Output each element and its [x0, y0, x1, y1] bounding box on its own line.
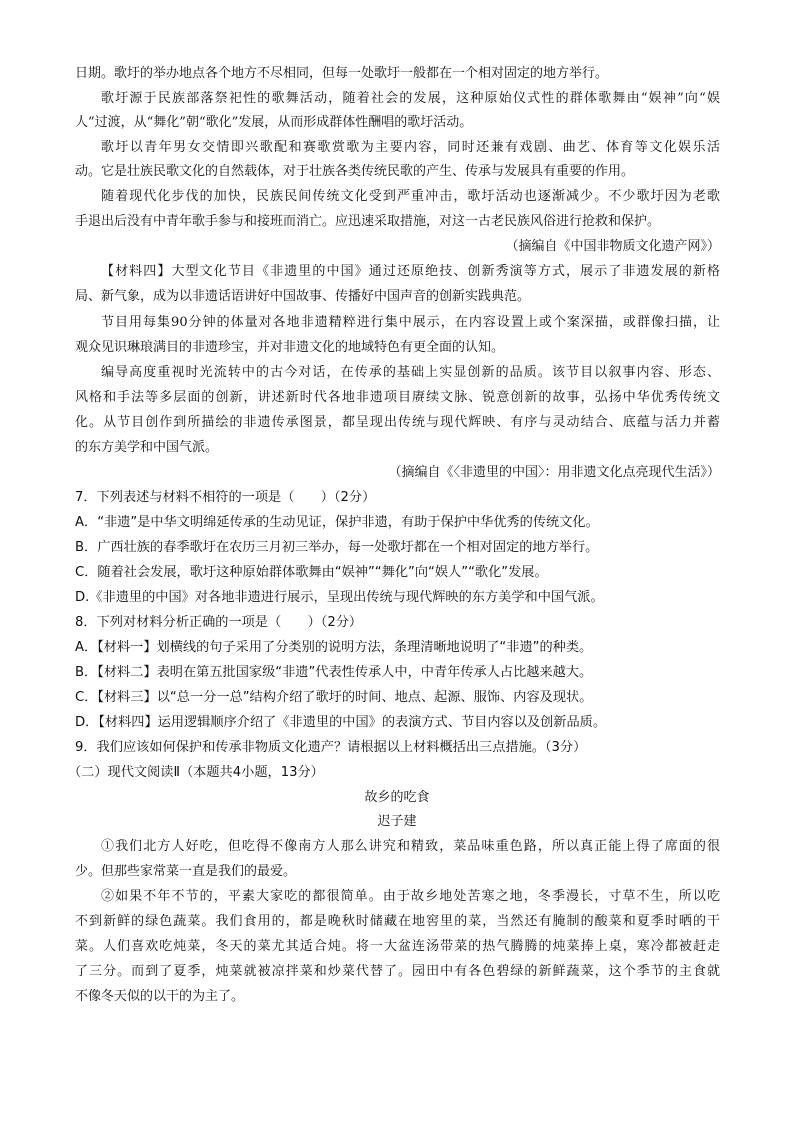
question9-stem: 9．我们应该如何保护和传承非物质文化遗产？请根据以上材料概括出三点措施。（3分） — [75, 740, 587, 755]
question7-option-d: D.《非遗里的中国》对各地非遗进行展示，呈现出传统与现代辉映的东方美学和中国气派。 — [75, 590, 604, 605]
material3-paragraph1-line: 日期。歌圩的举办地点各个地方不尽相同，但每一处歌圩一般都在一个相对固定的地方举行。 — [75, 66, 609, 81]
material3-source: （摘编自《中国非物质文化遗产网》） — [505, 239, 720, 254]
material4-paragraph3-line: 化。从节目创作到所描绘的非遗传承图景，都呈现出传统与现代辉映、有序与灵动结合、底蕴与活力并蓄 — [75, 415, 720, 430]
material4-paragraph3-line: 编导高度重视时光流转中的古今对话，在传承的基础上实显创新的品质。该节目以叙事内容、形态、 — [101, 365, 720, 380]
material4-paragraph2-line: 节目用每集90分钟的体量对各地非遗精粹进行集中展示，在内容设置上或个案深描，或群像扫描，让 — [101, 315, 720, 330]
material3-paragraph4-line: 随着现代化步伐的加快，民族民间传统文化受到严重冲击，歌圩活动也逐渐减少。不少歌圩因为老歌 — [101, 189, 720, 204]
material3-paragraph4-line: 手退出后没有中青年歌手参与和接班而消亡。应迅速采取措施，对这一古老民族风俗进行抢救和保护。 — [75, 214, 661, 229]
essay-paragraph2-line: 不像冬天似的以干的为主了。 — [75, 989, 245, 1004]
material4-paragraph1-line: 局、新气象，成为以非遗话语讲好中国故事、传播好中国声音的创新实践典范。 — [75, 289, 531, 304]
material4-source: （摘编自《〈非遗里的中国〉：用非遗文化点亮现代生活》） — [388, 465, 720, 480]
material4-paragraph3-line: 的东方美学和中国气派。 — [75, 440, 219, 455]
essay-title: 故乡的吃食 — [364, 790, 430, 805]
section2-heading: （二）现代文阅读Ⅱ（本题共4小题，13分） — [68, 765, 324, 780]
material3-paragraph3-line: 歌圩以青年男女交情即兴歌配和赛歌赏歌为主要内容，同时还兼有戏剧、曲艺、体育等文化娱乐活 — [101, 140, 720, 155]
question8-option-a: A．【材料一】划横线的句子采用了分类别的说明方法，条理清晰地说明了“非遗”的种类。 — [75, 640, 593, 655]
question8-option-d: D．【材料四】运用逻辑顺序介绍了《非遗里的中国》的表演方式、节目内容以及创新品质。 — [75, 715, 607, 730]
question7-option-b: B．广西壮族的春季歌圩在农历三月初三举办，每一处歌圩都在一个相对固定的地方举行。 — [75, 540, 599, 555]
essay-author: 迟子建 — [377, 814, 417, 829]
material4-paragraph1-line: 【材料四】大型文化节目《非遗里的中国》通过还原绝技、创新秀演等方式，展示了非遗发展的新格 — [101, 264, 720, 279]
question8-stem: 8．下列对材料分析正确的一项是（ ）（2分） — [75, 615, 363, 630]
question8-option-b: B．【材料二】表明在第五批国家级“非遗”代表性传承人中，中青年传承人占比越来越大。 — [75, 665, 593, 680]
essay-paragraph2-line: ②如果不年不节的，平素大家吃的都很简单。由于故乡地处苦寒之地，冬季漫长，寸草不生，所以吃 — [101, 889, 720, 904]
material3-paragraph2-line: 人”过渡，从“舞化”朝“歌化”发展，从而形成群体性酬唱的歌圩活动。 — [75, 115, 473, 130]
essay-paragraph2-line: 菜。人们喜欢吃炖菜，冬天的菜尤其适合炖。将一大盆连汤带菜的热气腾腾的炖菜捧上桌，寒冷都被赶走 — [75, 939, 720, 954]
question7-stem: 7．下列表述与材料不相符的一项是（ ）（2分） — [75, 490, 376, 505]
question8-option-c: C．【材料三】以“总一分一总”结构介绍了歌圩的时间、地点、起源、服饰、内容及现状。 — [75, 690, 593, 705]
question7-option-c: C．随着社会发展，歌圩这种原始群体歌舞由“娱神”“舞化”向“娱人”“歌化”发展。 — [75, 565, 548, 580]
essay-paragraph1-line: 少。但那些家常菜一直是我们的最爱。 — [75, 864, 297, 879]
material4-paragraph3-line: 风格和手法等多层面的创新，讲述新时代各地非遗项目赓续文脉、锐意创新的故事，弘扬中华优秀传统文 — [75, 390, 720, 405]
essay-paragraph2-line: 不到新鲜的绿色蔬菜。我们食用的，都是晚秋时储藏在地窖里的菜，当然还有腌制的酸菜和夏季时晒的干 — [75, 914, 720, 929]
question7-option-a: A．“非遗”是中华文明绵延传承的生动见证，保护非遗，有助于保护中华优秀的传统文化。 — [75, 515, 599, 530]
essay-paragraph2-line: 了三分。而到了夏季，炖菜就被凉拌菜和炒菜代替了。园田中有各色碧绿的新鲜蔬菜，这个季节的主食就 — [75, 964, 720, 979]
essay-paragraph1-line: ①我们北方人好吃，但吃得不像南方人那么讲究和精致，菜品味重色路，所以真正能上得了席面的很 — [101, 839, 720, 854]
material3-paragraph3-line: 动。它是壮族民歌文化的自然载体，对于壮族各类传统民歌的产生、传承与发展具有重要的作用。 — [75, 164, 635, 179]
material4-paragraph2-line: 观众见识琳琅满目的非遗珍宝，并对非遗文化的地域特色有更全面的认知。 — [75, 340, 505, 355]
material3-paragraph2-line: 歌圩源于民族部落祭祀性的歌舞活动，随着社会的发展，这种原始仪式性的群体歌舞由“娱神”向“娱 — [101, 91, 720, 106]
